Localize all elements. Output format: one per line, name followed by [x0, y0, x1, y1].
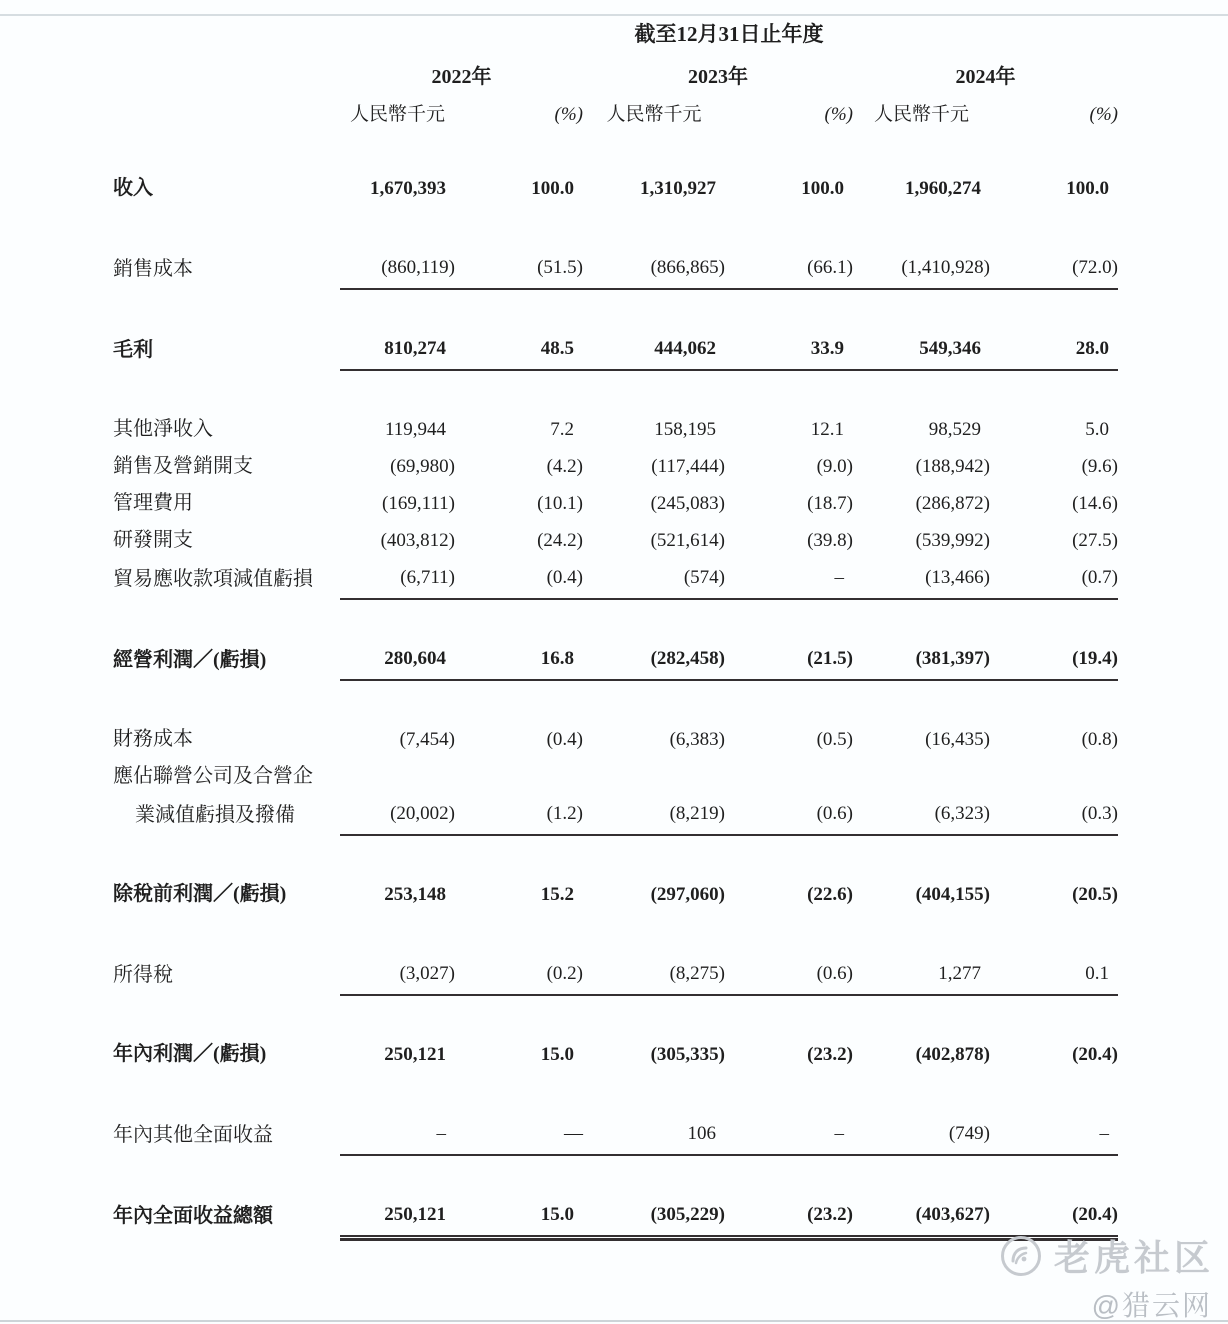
percent-label-2022: (%) [554, 104, 583, 125]
value-cell: (169,111) [382, 493, 455, 514]
value-cell: (1.2) [455, 797, 583, 836]
unit-label-2022: 人民幣千元 [349, 104, 445, 125]
value-cell [340, 760, 455, 797]
unit-header-row [113, 99, 1118, 130]
row-label: 年內利潤／(虧損) [113, 1043, 267, 1065]
value-cell: (282,458) [583, 642, 725, 681]
value-cell: 98,529 [928, 419, 981, 440]
value-cell: (403,627) [853, 1198, 990, 1237]
value-cell: 158,195 [654, 419, 716, 440]
value-cell: 5.0 [1085, 419, 1109, 440]
table-row [113, 1198, 1118, 1237]
value-cell: (0.5) [816, 729, 853, 750]
year-header-2022: 2022年 [431, 66, 492, 88]
table-row [113, 561, 1118, 600]
value-cell: (20.4) [1072, 1044, 1118, 1065]
row-spacer [113, 130, 1118, 172]
row-label: 收入 [113, 177, 153, 199]
value-cell: (0.6) [725, 797, 853, 836]
row-spacer [113, 600, 1118, 642]
value-cell: (0.6) [725, 957, 853, 996]
year-header-2023: 2023年 [688, 66, 748, 88]
page [0, 14, 1228, 1322]
table-row [113, 332, 1118, 371]
value-cell: 253,148 [384, 884, 446, 905]
row-spacer [113, 836, 1118, 878]
value-cell: (6,323) [853, 797, 990, 836]
table-row [113, 723, 1118, 760]
value-cell: 28.0 [990, 332, 1118, 371]
value-cell: (14.6) [1072, 493, 1118, 514]
value-cell: (860,119) [340, 251, 455, 290]
row-label: 研發開支 [113, 529, 193, 551]
value-cell: (23.2) [807, 1044, 853, 1065]
value-cell: (24.2) [537, 530, 583, 551]
row-label: 年內其他全面收益 [113, 1124, 273, 1146]
value-cell [583, 760, 725, 797]
table-row [113, 642, 1118, 681]
row-label: 毛利 [113, 339, 153, 361]
row-label: 財務成本 [113, 728, 193, 750]
value-cell: (7,454) [399, 729, 455, 750]
value-cell: (66.1) [725, 251, 853, 290]
value-cell: (305,229) [583, 1198, 725, 1237]
value-cell: (539,992) [915, 530, 990, 551]
row-label: 其他淨收入 [113, 418, 213, 440]
row-label: 銷售成本 [113, 258, 193, 280]
value-cell: – [725, 561, 853, 600]
value-cell: (16,435) [925, 729, 990, 750]
value-cell: — [455, 1117, 583, 1156]
row-spacer [113, 1075, 1118, 1117]
value-cell: (22.6) [807, 884, 853, 905]
percent-label-2024: (%) [1089, 104, 1118, 125]
value-cell: (117,444) [651, 456, 725, 477]
value-cell: (297,060) [650, 884, 725, 905]
value-cell: – [340, 1117, 455, 1156]
value-cell: (1,410,928) [853, 251, 990, 290]
value-cell: – [990, 1117, 1118, 1156]
value-cell: (20.4) [990, 1198, 1118, 1237]
value-cell: 549,346 [853, 332, 990, 371]
row-label: 貿易應收款項減值虧損 [113, 568, 313, 590]
value-cell: 119,944 [384, 419, 446, 440]
value-cell: (402,878) [915, 1044, 990, 1065]
year-header-row [113, 60, 1118, 99]
percent-label-2023: (%) [824, 104, 853, 125]
value-cell: (0.8) [1081, 729, 1118, 750]
value-cell [455, 760, 583, 797]
value-cell: 1,277 [853, 957, 990, 996]
value-cell: 810,274 [340, 332, 455, 371]
value-cell: (39.8) [807, 530, 853, 551]
value-cell: 33.9 [725, 332, 853, 371]
value-cell: 250,121 [384, 1044, 446, 1065]
row-spacer [113, 996, 1118, 1038]
value-cell: (72.0) [990, 251, 1118, 290]
lieyun-watermark-text: @猎云网 [1091, 1290, 1212, 1321]
row-label: 除稅前利潤／(虧損) [113, 883, 287, 905]
value-cell: 7.2 [550, 419, 574, 440]
table-row [113, 1038, 1118, 1075]
value-cell: (749) [853, 1117, 990, 1156]
value-cell: (188,942) [915, 456, 990, 477]
value-cell: (245,083) [650, 493, 725, 514]
table-row [113, 487, 1118, 524]
value-cell: (8,219) [583, 797, 725, 836]
value-cell: – [725, 1117, 853, 1156]
value-cell: (19.4) [990, 642, 1118, 681]
table-row [113, 1117, 1118, 1156]
value-cell: (0.4) [546, 729, 583, 750]
value-cell: (521,614) [650, 530, 725, 551]
value-cell: 15.0 [540, 1044, 574, 1065]
value-cell: 12.1 [810, 419, 844, 440]
value-cell: (3,027) [340, 957, 455, 996]
row-label: 管理費用 [113, 492, 193, 514]
row-label: 經營利潤／(虧損) [113, 649, 267, 671]
tiger-community-watermark [1000, 1230, 1214, 1281]
value-cell: 16.8 [455, 642, 583, 681]
table-row [113, 760, 1118, 797]
tiger-community-watermark-text: 老虎社区 [1053, 1237, 1214, 1278]
value-cell: 1,670,393 [370, 178, 446, 199]
unit-label-2023: 人民幣千元 [606, 104, 702, 125]
value-cell: (381,397) [853, 642, 990, 681]
row-spacer [113, 915, 1118, 957]
value-cell: (18.7) [807, 493, 853, 514]
value-cell: (404,155) [915, 884, 990, 905]
value-cell: (6,711) [340, 561, 455, 600]
value-cell: 48.5 [455, 332, 583, 371]
value-cell [725, 760, 853, 797]
value-cell: (403,812) [380, 530, 455, 551]
financial-table [113, 14, 1118, 1237]
value-cell: (20,002) [340, 797, 455, 836]
value-cell: (286,872) [915, 493, 990, 514]
value-cell: (305,335) [650, 1044, 725, 1065]
row-spacer [113, 371, 1118, 413]
row-spacer [113, 209, 1118, 251]
value-cell: (0.4) [455, 561, 583, 600]
value-cell: (27.5) [1072, 530, 1118, 551]
value-cell: 100.0 [531, 178, 574, 199]
value-cell: (6,383) [669, 729, 725, 750]
year-header-2024: 2024年 [955, 66, 1016, 88]
value-cell: (0.2) [455, 957, 583, 996]
value-cell: 100.0 [1066, 178, 1109, 199]
table-row [113, 797, 1118, 836]
table-row [113, 878, 1118, 915]
value-cell: (574) [583, 561, 725, 600]
value-cell: (69,980) [390, 456, 455, 477]
value-cell: 280,604 [340, 642, 455, 681]
row-label: 應佔聯營公司及合營企 [113, 765, 313, 787]
value-cell: (0.3) [990, 797, 1118, 836]
row-spacer [113, 1156, 1118, 1198]
value-cell: (21.5) [725, 642, 853, 681]
value-cell: (866,865) [583, 251, 725, 290]
table-row [113, 957, 1118, 996]
value-cell: (23.2) [725, 1198, 853, 1237]
value-cell: (9.6) [1081, 456, 1118, 477]
table-title-row [113, 14, 1118, 60]
value-cell: (0.7) [990, 561, 1118, 600]
value-cell: (9.0) [816, 456, 853, 477]
table-row [113, 524, 1118, 561]
value-cell: (10.1) [537, 493, 583, 514]
value-cell [990, 760, 1118, 797]
value-cell: 15.2 [540, 884, 574, 905]
value-cell [853, 760, 990, 797]
value-cell: (13,466) [853, 561, 990, 600]
table-row [113, 413, 1118, 450]
table-row [113, 450, 1118, 487]
unit-label-2024: 人民幣千元 [873, 104, 969, 125]
value-cell: 0.1 [990, 957, 1118, 996]
row-spacer [113, 290, 1118, 332]
tiger-logo-icon [1000, 1235, 1042, 1277]
row-label: 業減值虧損及撥備 [135, 804, 295, 826]
value-cell: 250,121 [340, 1198, 455, 1237]
table-row [113, 251, 1118, 290]
table-title: 截至12月31日止年度 [634, 22, 824, 46]
value-cell: (8,275) [583, 957, 725, 996]
value-cell: 15.0 [455, 1198, 583, 1237]
value-cell: 444,062 [583, 332, 725, 371]
table-row [113, 172, 1118, 209]
value-cell: 1,310,927 [640, 178, 716, 199]
row-label: 年內全面收益總額 [113, 1205, 273, 1227]
row-spacer [113, 681, 1118, 723]
value-cell: 100.0 [801, 178, 844, 199]
value-cell: (20.5) [1072, 884, 1118, 905]
row-label: 所得稅 [113, 964, 173, 986]
value-cell: 1,960,274 [905, 178, 981, 199]
value-cell: (4.2) [546, 456, 583, 477]
row-label: 銷售及營銷開支 [113, 455, 253, 477]
value-cell: (51.5) [455, 251, 583, 290]
value-cell: 106 [583, 1117, 725, 1156]
